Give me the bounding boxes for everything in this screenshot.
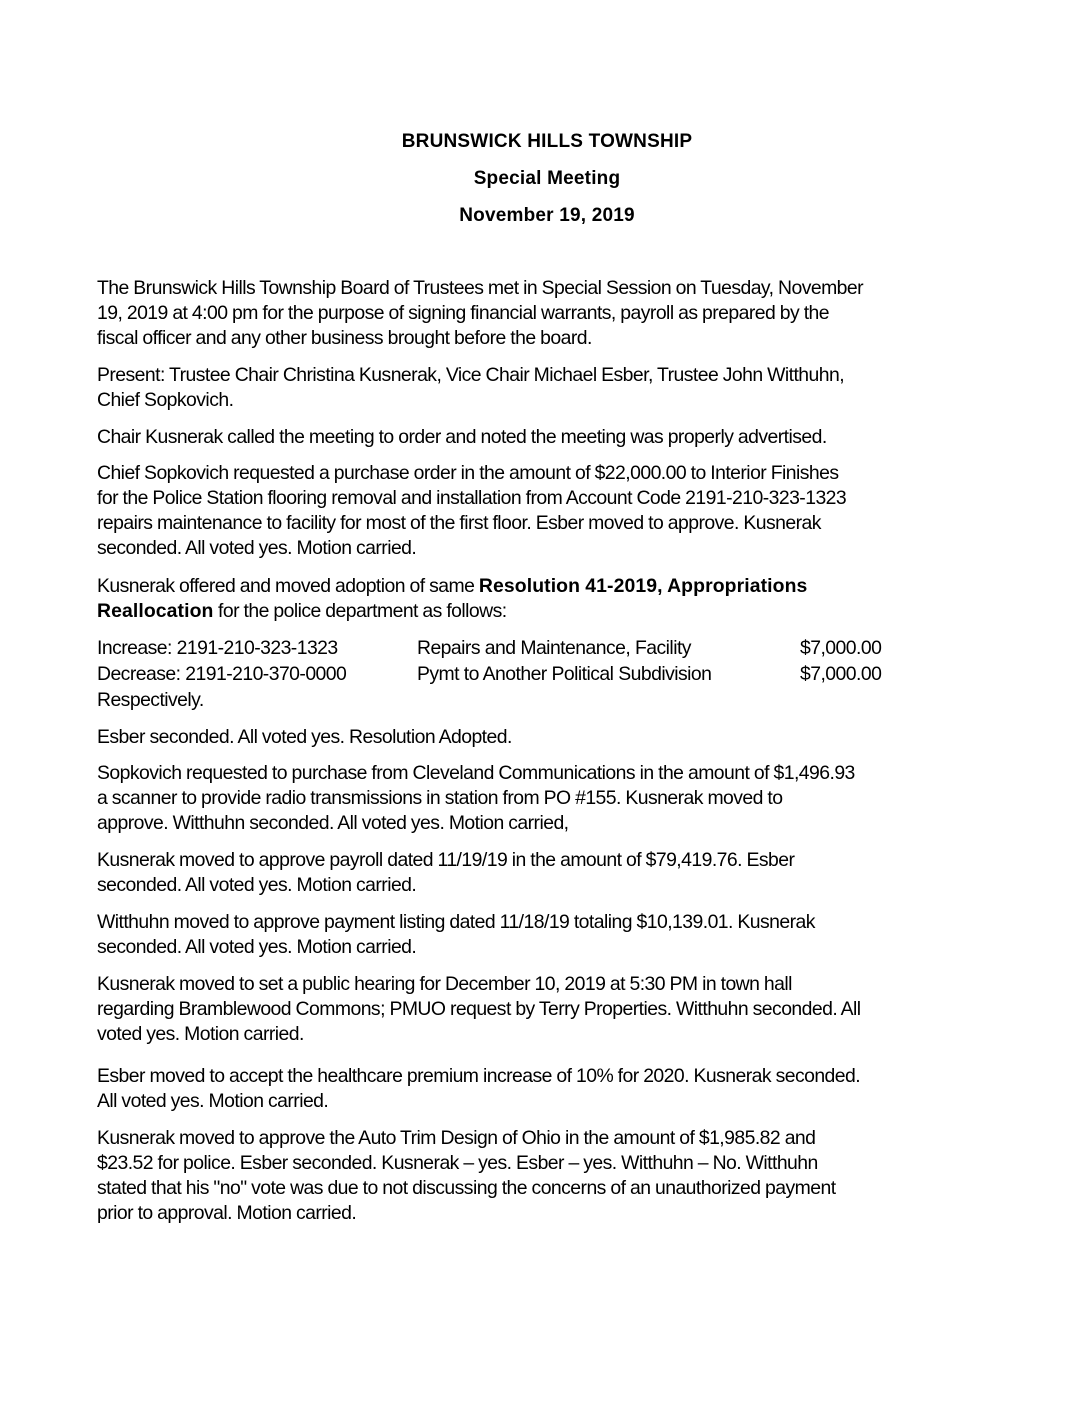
text-line bbox=[97, 574, 997, 599]
text-line: seconded. All voted yes. Motion carried. bbox=[97, 936, 417, 958]
text-line: seconded. All voted yes. Motion carried. bbox=[97, 537, 417, 559]
text-line: a scanner to provide radio transmissions in station from PO #155. Kusnerak moved to bbox=[97, 787, 783, 809]
appropriation-amount: $7,000.00 bbox=[800, 637, 882, 659]
text-line: The Brunswick Hills Township Board of Trustees met in Special Session on Tuesday, November bbox=[97, 277, 864, 299]
text-line: All voted yes. Motion carried. bbox=[97, 1090, 329, 1112]
text-line: 19, 2019 at 4:00 pm for the purpose of signing financial warrants, payroll as prepared by the bbox=[97, 302, 830, 324]
resolution-adopted-paragraph bbox=[97, 725, 997, 750]
text-line: Chief Sopkovich requested a purchase order in the amount of $22,000.00 to Interior Finishes bbox=[97, 462, 839, 484]
document-title: BRUNSWICK HILLS TOWNSHIP bbox=[401, 131, 693, 152]
scanner-purchase-paragraph bbox=[97, 761, 997, 836]
text-line: Kusnerak moved to approve payroll dated 11/19/19 in the amount of $79,419.76. Esber bbox=[97, 849, 795, 871]
text-line: repairs maintenance to facility for most of the first floor. Esber moved to approve. Kusnerak bbox=[97, 512, 821, 534]
resolution-title: Resolution 41-2019, Appropriations bbox=[478, 575, 808, 597]
text-line: Chief Sopkovich. bbox=[97, 389, 234, 411]
text-line: prior to approval. Motion carried. bbox=[97, 1202, 357, 1224]
text-line: regarding Bramblewood Commons; PMUO request by Terry Properties. Witthuhn seconded. All bbox=[97, 998, 861, 1020]
text-line: $23.52 for police. Esber seconded. Kusnerak – yes. Esber – yes. Witthuhn – No. Witthuhn bbox=[97, 1152, 818, 1174]
appropriation-account: Decrease: 2191-210-370-0000 bbox=[97, 663, 347, 685]
text-line: Witthuhn moved to approve payment listing dated 11/18/19 totaling $10,139.01. Kusnerak bbox=[97, 911, 815, 933]
payment-listing-paragraph bbox=[97, 910, 997, 960]
text-line: Present: Trustee Chair Christina Kusnerak, Vice Chair Michael Esber, Trustee John Witthuhn, bbox=[97, 364, 845, 386]
resolution-title-continued: Reallocation bbox=[97, 600, 214, 622]
text-line: fiscal officer and any other business brought before the board. bbox=[97, 327, 592, 349]
text-line bbox=[97, 599, 997, 624]
auto-trim-paragraph bbox=[97, 1126, 997, 1226]
text-run: Respectively. bbox=[97, 689, 204, 711]
payroll-paragraph bbox=[97, 848, 997, 898]
text-line: stated that his "no" vote was due to not discussing the concerns of an unauthorized payment bbox=[97, 1177, 836, 1199]
call-to-order-paragraph bbox=[97, 425, 997, 450]
attendance-paragraph bbox=[97, 363, 997, 413]
appropriation-amount: $7,000.00 bbox=[800, 663, 882, 685]
text-line: for the Police Station flooring removal and installation from Account Code 2191-210-323-1323 bbox=[97, 487, 847, 509]
appropriation-row bbox=[97, 662, 997, 687]
appropriation-description: Pymt to Another Political Subdivision bbox=[417, 663, 712, 685]
text-line: Sopkovich requested to purchase from Cleveland Communications in the amount of $1,496.93 bbox=[97, 762, 855, 784]
text-run: Kusnerak offered and moved adoption of same bbox=[97, 575, 479, 597]
meeting-type-heading: Special Meeting bbox=[473, 168, 621, 189]
text-run: for the police department as follows: bbox=[213, 600, 507, 622]
purchase-order-paragraph bbox=[97, 461, 997, 561]
resolution-paragraph bbox=[97, 574, 997, 624]
text-line: voted yes. Motion carried. bbox=[97, 1023, 304, 1045]
text-line: Esber seconded. All voted yes. Resolution Adopted. bbox=[97, 726, 512, 748]
appropriation-account: Increase: 2191-210-323-1323 bbox=[97, 637, 338, 659]
appropriation-row bbox=[97, 636, 997, 661]
appropriation-description: Repairs and Maintenance, Facility bbox=[417, 637, 691, 659]
intro-paragraph bbox=[97, 276, 997, 351]
text-line: Chair Kusnerak called the meeting to order and noted the meeting was properly advertised. bbox=[97, 426, 827, 448]
respectively-line bbox=[97, 688, 997, 713]
text-line: approve. Witthuhn seconded. All voted yes. Motion carried, bbox=[97, 812, 569, 834]
text-line: Esber moved to accept the healthcare premium increase of 10% for 2020. Kusnerak seconded. bbox=[97, 1065, 861, 1087]
text-line: seconded. All voted yes. Motion carried. bbox=[97, 874, 417, 896]
healthcare-paragraph bbox=[97, 1064, 997, 1114]
text-line: Kusnerak moved to set a public hearing for December 10, 2019 at 5:30 PM in town hall bbox=[97, 973, 792, 995]
text-line: Kusnerak moved to approve the Auto Trim Design of Ohio in the amount of $1,985.82 and bbox=[97, 1127, 816, 1149]
meeting-date-heading: November 19, 2019 bbox=[459, 205, 635, 226]
public-hearing-paragraph bbox=[97, 972, 997, 1047]
